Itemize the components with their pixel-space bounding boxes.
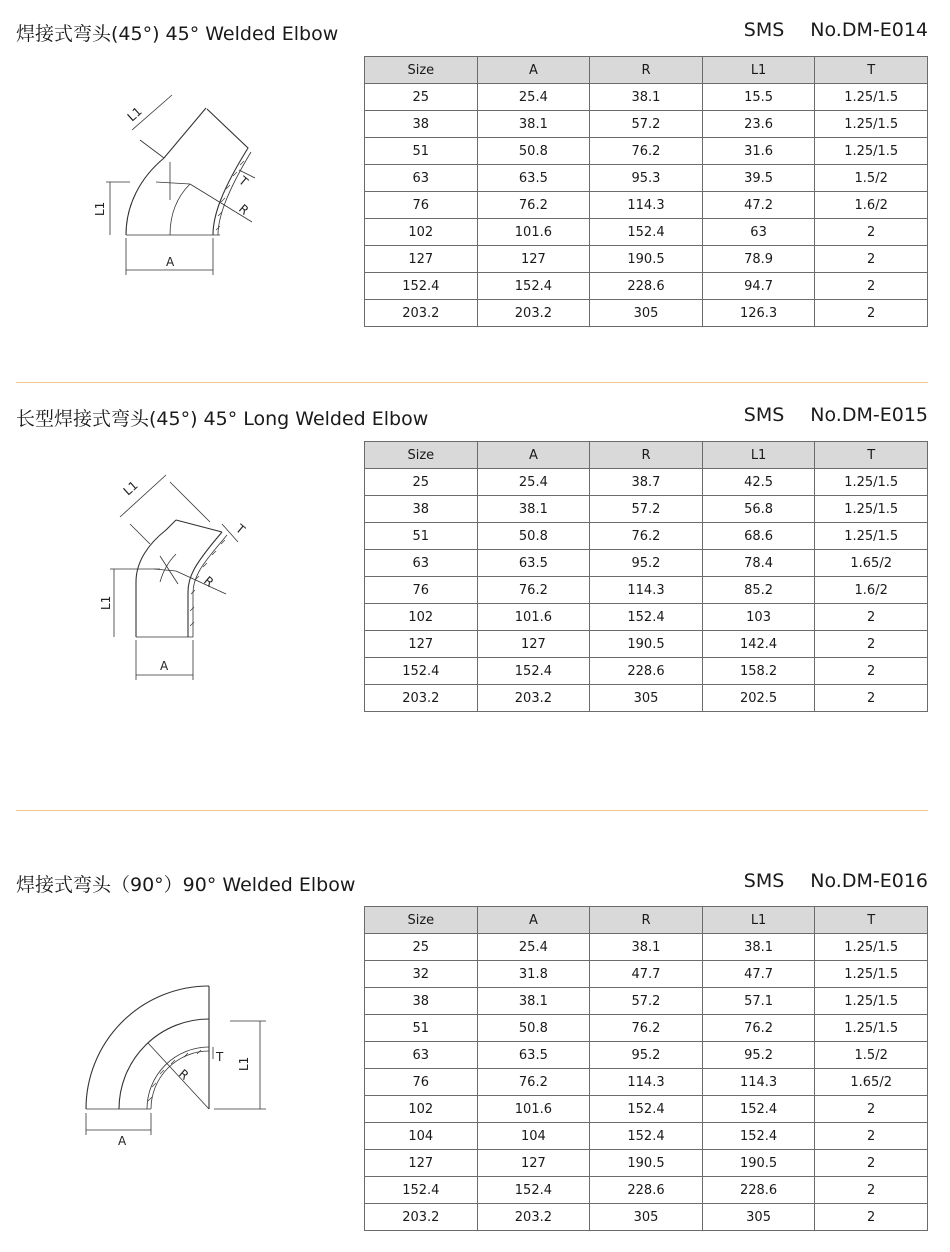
table-cell: 51 [365,523,478,550]
table-row [365,1015,928,1042]
a-label: A [166,255,175,269]
table-cell: 1.5/2 [815,165,928,192]
top-edge [176,520,222,532]
table-cell: 190.5 [590,246,703,273]
table-cell: 102 [365,1096,478,1123]
table-cell: 25 [365,469,478,496]
table-cell: 57.1 [702,988,815,1015]
table-cell: 76 [365,577,478,604]
table-row [365,604,928,631]
table-row [365,1177,928,1204]
table-cell: 1.25/1.5 [815,1015,928,1042]
table-cell: 152.4 [590,219,703,246]
table-cell: 31.6 [702,138,815,165]
table-cell: 2 [815,685,928,712]
table-cell: 1.25/1.5 [815,496,928,523]
table-cell: 38.1 [590,84,703,111]
table-cell: 305 [590,685,703,712]
table-cell: 76.2 [590,523,703,550]
table-cell: 76.2 [702,1015,815,1042]
standard-label: SMS [743,870,785,892]
table-cell: 305 [702,1204,815,1231]
l1-side-label: L1 [99,595,113,610]
elbow-90-drawing [80,985,270,1150]
table-cell: 1.65/2 [815,550,928,577]
table-cell: 38.1 [477,496,590,523]
table-cell: 228.6 [702,1177,815,1204]
table-cell: 114.3 [590,577,703,604]
table-cell: 203.2 [365,685,478,712]
table-cell: 50.8 [477,1015,590,1042]
l1-label: L1 [237,1056,251,1071]
table-cell: 114.3 [590,1069,703,1096]
table-cell: 1.25/1.5 [815,469,928,496]
t-label: T [216,1050,224,1064]
table-cell: 152.4 [365,273,478,300]
table-row [365,300,928,327]
column-header: L1 [702,57,815,84]
table-cell: 203.2 [365,1204,478,1231]
table-cell: 38.1 [590,934,703,961]
table-cell: 63 [365,1042,478,1069]
standard-label: SMS [743,19,785,41]
table-cell: 47.7 [590,961,703,988]
long-elbow-45-drawing [90,472,260,687]
table-cell: 57.2 [590,496,703,523]
table-row [365,1204,928,1231]
table-cell: 102 [365,604,478,631]
table-cell: 76.2 [590,1015,703,1042]
column-header: A [477,57,590,84]
table-row [365,1123,928,1150]
table-row [365,1096,928,1123]
table-cell: 76.2 [477,577,590,604]
table-cell: 38.1 [477,988,590,1015]
table-cell: 104 [477,1123,590,1150]
table-cell: 203.2 [477,300,590,327]
table-row [365,165,928,192]
table-cell: 38.1 [702,934,815,961]
table-row [365,631,928,658]
table-cell: 94.7 [702,273,815,300]
table-cell: 31.8 [477,961,590,988]
table-cell: 152.4 [477,658,590,685]
table-cell: 38 [365,111,478,138]
table-cell: 152.4 [365,1177,478,1204]
table-cell: 1.25/1.5 [815,934,928,961]
table-cell: 1.65/2 [815,1069,928,1096]
table-cell: 25.4 [477,84,590,111]
table-cell: 95.2 [590,1042,703,1069]
table-cell: 114.3 [702,1069,815,1096]
table-cell: 127 [365,631,478,658]
table-cell: 2 [815,246,928,273]
table-cell: 56.8 [702,496,815,523]
table-cell: 95.2 [702,1042,815,1069]
table-row [365,192,928,219]
table-cell: 78.9 [702,246,815,273]
t-label: T [236,173,251,190]
table-cell: 152.4 [477,273,590,300]
table-cell: 63.5 [477,165,590,192]
table-cell: 15.5 [702,84,815,111]
table-row [365,523,928,550]
table-cell: 63 [365,165,478,192]
table-cell: 51 [365,138,478,165]
table-cell: 228.6 [590,658,703,685]
table-row [365,84,928,111]
table-cell: 1.25/1.5 [815,111,928,138]
spec-table [364,56,928,327]
column-header: Size [365,442,478,469]
table-cell: 25.4 [477,934,590,961]
elbow-45-drawing [80,100,270,285]
a-label: A [160,659,169,673]
table-cell: 1.25/1.5 [815,988,928,1015]
table-cell: 57.2 [590,111,703,138]
table-cell: 50.8 [477,523,590,550]
table-cell: 38.1 [477,111,590,138]
table-cell: 63.5 [477,1042,590,1069]
table-cell: 305 [590,300,703,327]
table-cell: 202.5 [702,685,815,712]
table-cell: 2 [815,219,928,246]
table-cell: 76.2 [477,192,590,219]
table-cell: 95.2 [590,550,703,577]
table-cell: 47.7 [702,961,815,988]
column-header: Size [365,57,478,84]
table-cell: 38 [365,496,478,523]
table-cell: 57.2 [590,988,703,1015]
r-label: R [176,1066,192,1083]
table-row [365,1069,928,1096]
table-cell: 152.4 [702,1123,815,1150]
l1-side-label: L1 [93,201,107,216]
table-cell: 127 [477,631,590,658]
column-header: L1 [702,907,815,934]
table-cell: 126.3 [702,300,815,327]
r-label: R [236,201,252,218]
column-header: R [590,57,703,84]
a-label: A [118,1134,127,1148]
table-cell: 1.6/2 [815,577,928,604]
table-cell: 2 [815,1096,928,1123]
code-number: No.DM-E014 [810,19,928,41]
table-cell: 76 [365,1069,478,1096]
inner-contour [119,1019,209,1109]
table-cell: 228.6 [590,273,703,300]
spec-table [364,906,928,1231]
table-cell: 127 [477,1150,590,1177]
table-cell: 38 [365,988,478,1015]
outer-contour [126,108,206,235]
product-code [744,404,928,426]
table-cell: 152.4 [477,1177,590,1204]
column-header: R [590,442,703,469]
column-header: R [590,907,703,934]
table-cell: 85.2 [702,577,815,604]
table-row [365,496,928,523]
table-cell: 2 [815,273,928,300]
table-cell: 1.5/2 [815,1042,928,1069]
table-cell: 2 [815,631,928,658]
section-divider [16,810,928,811]
table-cell: 63 [702,219,815,246]
table-cell: 190.5 [702,1150,815,1177]
product-code [744,19,928,41]
table-cell: 152.4 [590,1096,703,1123]
table-row [365,273,928,300]
table-cell: 1.6/2 [815,192,928,219]
table-row [365,577,928,604]
table-cell: 50.8 [477,138,590,165]
table-cell: 76 [365,192,478,219]
table-cell: 2 [815,1204,928,1231]
r-dimension [176,571,226,594]
column-header: T [815,442,928,469]
table-cell: 76.2 [590,138,703,165]
t-label: T [233,521,248,538]
table-cell: 152.4 [590,604,703,631]
table-row [365,658,928,685]
column-header: Size [365,907,478,934]
table-header-row [365,907,928,934]
table-cell: 1.25/1.5 [815,84,928,111]
table-cell: 203.2 [477,685,590,712]
table-cell: 2 [815,1177,928,1204]
table-cell: 78.4 [702,550,815,577]
table-cell: 42.5 [702,469,815,496]
table-row [365,685,928,712]
code-number: No.DM-E015 [810,404,928,426]
table-cell: 2 [815,604,928,631]
table-cell: 39.5 [702,165,815,192]
table-cell: 1.25/1.5 [815,523,928,550]
table-cell: 63 [365,550,478,577]
table-header-row [365,57,928,84]
table-cell: 305 [590,1204,703,1231]
standard-label: SMS [743,404,785,426]
code-number: No.DM-E016 [810,870,928,892]
column-header: T [815,57,928,84]
column-header: L1 [702,442,815,469]
section-title: 长型焊接式弯头(45°) 45° Long Welded Elbow [16,408,429,430]
table-cell: 2 [815,1150,928,1177]
table-row [365,1042,928,1069]
table-cell: 38.7 [590,469,703,496]
table-row [365,469,928,496]
product-code [744,870,928,892]
table-cell: 190.5 [590,631,703,658]
table-cell: 104 [365,1123,478,1150]
table-cell: 152.4 [365,658,478,685]
table-row [365,246,928,273]
table-cell: 127 [365,246,478,273]
table-row [365,138,928,165]
table-cell: 101.6 [477,1096,590,1123]
spec-table [364,441,928,712]
table-cell: 127 [365,1150,478,1177]
table-cell: 152.4 [590,1123,703,1150]
table-row [365,219,928,246]
table-cell: 101.6 [477,604,590,631]
column-header: T [815,907,928,934]
table-row [365,111,928,138]
table-cell: 190.5 [590,1150,703,1177]
table-cell: 1.25/1.5 [815,961,928,988]
table-row [365,934,928,961]
table-row [365,988,928,1015]
table-cell: 101.6 [477,219,590,246]
section-divider [16,382,928,383]
table-header-row [365,442,928,469]
table-cell: 25.4 [477,469,590,496]
table-cell: 127 [477,246,590,273]
r-label: R [201,573,217,590]
center-arc [170,184,190,235]
table-row [365,1150,928,1177]
table-cell: 47.2 [702,192,815,219]
outer-contour [136,520,176,637]
table-cell: 102 [365,219,478,246]
table-cell: 95.3 [590,165,703,192]
table-cell: 152.4 [702,1096,815,1123]
section-title: 焊接式弯头（90°）90° Welded Elbow [16,874,356,896]
table-cell: 63.5 [477,550,590,577]
table-cell: 142.4 [702,631,815,658]
table-cell: 51 [365,1015,478,1042]
table-cell: 23.6 [702,111,815,138]
table-cell: 76.2 [477,1069,590,1096]
table-cell: 114.3 [590,192,703,219]
column-header: A [477,907,590,934]
table-row [365,961,928,988]
table-cell: 25 [365,934,478,961]
l1-top-label: L1 [120,478,141,499]
table-cell: 203.2 [365,300,478,327]
table-cell: 68.6 [702,523,815,550]
table-cell: 203.2 [477,1204,590,1231]
table-cell: 25 [365,84,478,111]
table-cell: 32 [365,961,478,988]
table-row [365,550,928,577]
table-cell: 2 [815,300,928,327]
table-cell: 228.6 [590,1177,703,1204]
section-title: 焊接式弯头(45°) 45° Welded Elbow [16,23,339,45]
table-cell: 1.25/1.5 [815,138,928,165]
table-cell: 103 [702,604,815,631]
table-cell: 158.2 [702,658,815,685]
table-cell: 2 [815,1123,928,1150]
table-cell: 2 [815,658,928,685]
outer-contour [86,986,209,1109]
column-header: A [477,442,590,469]
l1-top-label: L1 [124,104,145,125]
